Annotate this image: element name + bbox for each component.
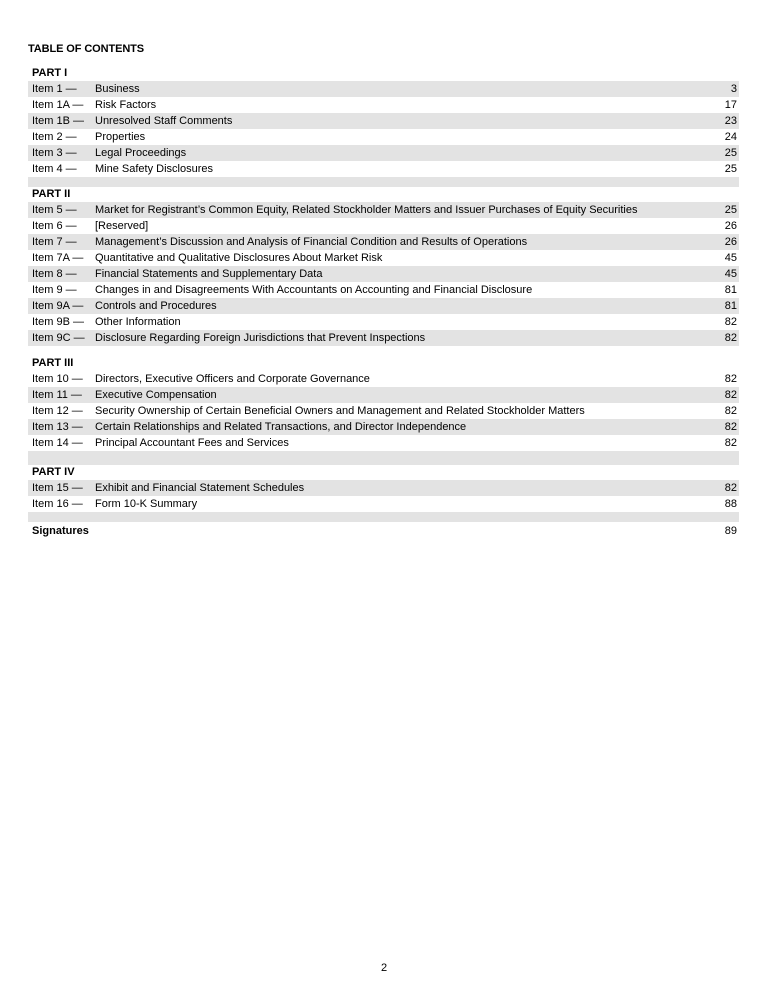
toc-row-item-9b[interactable] bbox=[28, 314, 739, 330]
item-title-link[interactable]: Other Information bbox=[95, 316, 181, 328]
page-number-link[interactable]: 82 bbox=[724, 332, 737, 344]
item-number: Item 9A — bbox=[32, 300, 84, 312]
page-number-link[interactable]: 82 bbox=[724, 482, 737, 494]
item-title-link[interactable]: Properties bbox=[95, 131, 146, 143]
item-title-link[interactable]: Executive Compensation bbox=[95, 389, 217, 401]
item-number: Item 1A — bbox=[32, 99, 84, 111]
page-number-link[interactable]: 26 bbox=[724, 236, 737, 248]
toc-row-item-15[interactable] bbox=[28, 480, 739, 496]
item-number: Item 13 — bbox=[32, 421, 83, 433]
page-number-link[interactable]: 23 bbox=[724, 115, 737, 127]
item-title-link[interactable]: Directors, Executive Officers and Corporate Governance bbox=[95, 373, 370, 385]
item-number: Item 11 — bbox=[32, 389, 82, 401]
toc-row-item-9[interactable] bbox=[28, 282, 739, 298]
item-number: Item 3 — bbox=[32, 147, 77, 159]
item-title-link[interactable]: Changes in and Disagreements With Accountants on Accounting and Financial Disclosure bbox=[95, 284, 533, 296]
page-number-link[interactable]: 26 bbox=[724, 220, 737, 232]
item-title-link[interactable]: Business bbox=[95, 83, 140, 95]
toc-row-item-1[interactable] bbox=[28, 81, 739, 97]
item-title-link[interactable]: Form 10-K Summary bbox=[95, 498, 198, 510]
page-number-link[interactable]: 17 bbox=[724, 99, 737, 111]
page-number-link[interactable]: 82 bbox=[724, 405, 737, 417]
toc-row-item-11[interactable] bbox=[28, 387, 739, 403]
page-number-link[interactable]: 3 bbox=[730, 83, 737, 95]
section-divider bbox=[28, 346, 739, 356]
item-number: Item 1B — bbox=[32, 115, 84, 127]
page-number-link[interactable]: 81 bbox=[724, 300, 737, 312]
page-number-link[interactable]: 25 bbox=[724, 163, 737, 175]
toc-row-item-10[interactable] bbox=[28, 371, 739, 387]
item-title-link[interactable]: Management’s Discussion and Analysis of Financial Condition and Results of Operations bbox=[95, 236, 528, 248]
item-title-link[interactable]: Unresolved Staff Comments bbox=[95, 115, 233, 127]
toc-row-item-7a[interactable] bbox=[28, 250, 739, 266]
item-number: Item 9 — bbox=[32, 284, 77, 296]
page-number-link[interactable]: 45 bbox=[724, 268, 737, 280]
item-number: Item 7 — bbox=[32, 236, 77, 248]
section-divider bbox=[28, 512, 739, 522]
page-number-link[interactable]: 81 bbox=[724, 284, 737, 296]
toc-row-item-7[interactable] bbox=[28, 234, 739, 250]
item-title-link[interactable]: Mine Safety Disclosures bbox=[95, 163, 213, 175]
table-of-contents bbox=[28, 66, 739, 540]
item-title-link[interactable]: Disclosure Regarding Foreign Jurisdictions that Prevent Inspections bbox=[95, 332, 426, 344]
item-number: Item 12 — bbox=[32, 405, 83, 417]
page-number-link[interactable]: 82 bbox=[724, 373, 737, 385]
toc-row-item-6[interactable] bbox=[28, 218, 739, 234]
page-number-link[interactable]: 82 bbox=[724, 389, 737, 401]
item-number: Item 9C — bbox=[32, 332, 85, 344]
toc-row-item-1a[interactable] bbox=[28, 97, 739, 113]
item-title-link[interactable]: Security Ownership of Certain Beneficial Owners and Management and Related Stockholder Matters bbox=[95, 405, 585, 417]
item-number: Item 15 — bbox=[32, 482, 83, 494]
item-title-link[interactable]: Quantitative and Qualitative Disclosures About Market Risk bbox=[95, 252, 383, 264]
item-title-link[interactable]: Controls and Procedures bbox=[95, 300, 217, 312]
part-heading: PART I bbox=[32, 67, 68, 79]
page-number-link[interactable]: 45 bbox=[724, 252, 737, 264]
page-number-link[interactable]: 82 bbox=[724, 421, 737, 433]
page-number-link[interactable]: 82 bbox=[724, 316, 737, 328]
toc-row-item-12[interactable] bbox=[28, 403, 739, 419]
toc-row-item-1b[interactable] bbox=[28, 113, 739, 129]
item-number: Item 5 — bbox=[32, 204, 77, 216]
item-title-link[interactable]: Financial Statements and Supplementary Data bbox=[95, 268, 323, 280]
item-number: Item 8 — bbox=[32, 268, 77, 280]
section-divider bbox=[28, 451, 739, 465]
item-title-link[interactable]: Certain Relationships and Related Transactions, and Director Independence bbox=[95, 421, 467, 433]
toc-row-item-16[interactable] bbox=[28, 496, 739, 512]
item-number: Item 9B — bbox=[32, 316, 84, 328]
item-number: Item 2 — bbox=[32, 131, 77, 143]
part-heading: PART II bbox=[32, 188, 71, 200]
item-title-link[interactable]: Risk Factors bbox=[95, 99, 157, 111]
toc-row-item-3[interactable] bbox=[28, 145, 739, 161]
item-title-link[interactable]: Exhibit and Financial Statement Schedules bbox=[95, 482, 305, 494]
item-title-link[interactable]: Legal Proceedings bbox=[95, 147, 187, 159]
item-number: Item 6 — bbox=[32, 220, 77, 232]
toc-row-item-4[interactable] bbox=[28, 161, 739, 177]
toc-row-item-8[interactable] bbox=[28, 266, 739, 282]
page-number-link[interactable]: 88 bbox=[724, 498, 737, 510]
signatures-link[interactable]: Signatures bbox=[32, 525, 89, 537]
item-number: Item 4 — bbox=[32, 163, 77, 175]
page-number-link[interactable]: 89 bbox=[724, 525, 737, 537]
toc-heading: TABLE OF CONTENTS bbox=[28, 43, 145, 55]
item-number: Item 7A — bbox=[32, 252, 84, 264]
page-number-link[interactable]: 24 bbox=[724, 131, 737, 143]
page-number-link[interactable]: 82 bbox=[724, 437, 737, 449]
item-title-link[interactable]: Market for Registrant’s Common Equity, Related Stockholder Matters and Issuer Purchases of Equity Securities bbox=[95, 204, 638, 216]
page-number-link[interactable]: 25 bbox=[724, 204, 737, 216]
toc-row-item-14[interactable] bbox=[28, 435, 739, 451]
part-heading: PART IV bbox=[32, 466, 75, 478]
toc-row-item-2[interactable] bbox=[28, 129, 739, 145]
toc-row-item-9a[interactable] bbox=[28, 298, 739, 314]
part-heading: PART III bbox=[32, 357, 74, 369]
item-title-link[interactable]: [Reserved] bbox=[95, 220, 149, 232]
page-number-link[interactable]: 25 bbox=[724, 147, 737, 159]
item-number: Item 1 — bbox=[32, 83, 77, 95]
toc-row-item-5[interactable] bbox=[28, 202, 739, 218]
section-divider bbox=[28, 177, 739, 187]
item-number: Item 14 — bbox=[32, 437, 83, 449]
toc-row-item-13[interactable] bbox=[28, 419, 739, 435]
item-number: Item 10 — bbox=[32, 373, 83, 385]
item-number: Item 16 — bbox=[32, 498, 83, 510]
item-title-link[interactable]: Principal Accountant Fees and Services bbox=[95, 437, 289, 449]
toc-row-signatures[interactable] bbox=[28, 522, 739, 540]
toc-row-item-9c[interactable] bbox=[28, 330, 739, 346]
page-footer-number: 2 bbox=[380, 962, 388, 974]
